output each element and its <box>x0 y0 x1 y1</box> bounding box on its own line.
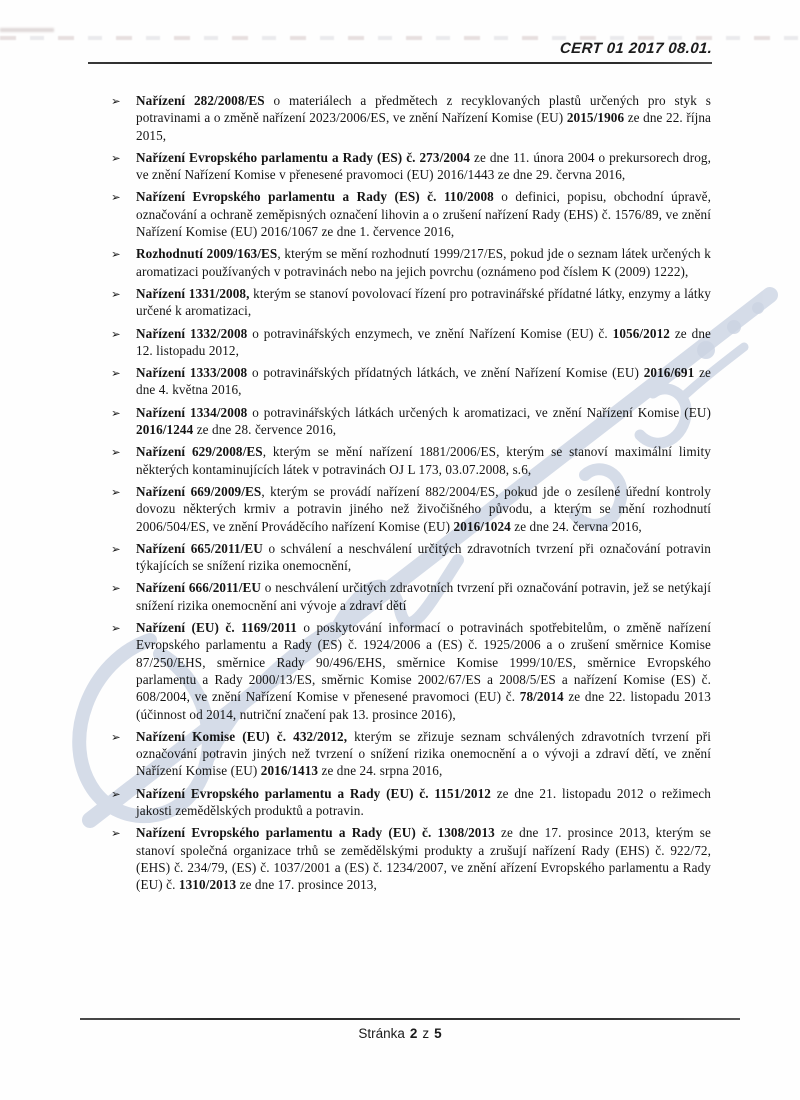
arrow-bullet-icon: ➢ <box>111 190 121 205</box>
list-item-text: Nařízení Evropského parlamentu a Rady (ES) č. 273/2004 ze dne 11. února 2004 o prekursorech drog, ve znění Nařízení Komise v přenesené pravomoci (EU) 2016/1443 ze dne 29. června 2016, <box>136 149 711 183</box>
arrow-bullet-icon: ➢ <box>111 581 121 596</box>
list-item <box>111 619 711 723</box>
list-item-text: Nařízení 629/2008/ES, kterým se mění nařízení 1881/2006/ES, kterým se stanoví maximální limity některých kontaminujících látek v potravinách OJ L 173, 03.07.2008, s.6, <box>136 444 711 477</box>
arrow-bullet-icon: ➢ <box>111 94 121 108</box>
arrow-bullet-icon: ➢ <box>111 366 121 381</box>
list-item <box>111 149 711 184</box>
arrow-bullet-icon: ➢ <box>111 286 121 301</box>
list-item-text: Nařízení 1333/2008 o potravinářských přídatných látkách, ve znění Nařízení Komise (EU) 2016/691 ze dne 4. května 2016, <box>136 365 711 398</box>
footer-total-pages: 5 <box>434 1026 442 1041</box>
list-item-text: Nařízení 1334/2008 o potravinářských látkách určených k aromatizaci, ve znění Nařízení Komise (EU) 2016/1244 ze dne 28. července 2016, <box>136 404 711 438</box>
list-item <box>111 483 711 535</box>
list-item <box>111 443 711 478</box>
footer-rule <box>80 1018 740 1020</box>
list-item-text: Nařízení Evropského parlamentu a Rady (EU) č. 1308/2013 ze dne 17. prosince 2013, kterým se stanoví společná organizace trhů se zemědělskými produkty a zrušují nařízení Rady (EHS) č. 922/72, (EHS) č. 234/79, (ES) č. 1037/2001 a (ES) č. 1234/2007, ve znění ařízení Evropského parlamentu a Rady (EU) č. 1310/2013 ze dne 17. prosince 2013, <box>136 825 711 893</box>
header-rule <box>88 62 712 64</box>
list-item <box>111 188 711 240</box>
list-item-text: Nařízení 666/2011/EU o neschválení určitých zdravotních tvrzení při označování potravin, jež se netýkají snížení rizika onemocnění ani vývoje a zdraví dětí <box>136 580 711 613</box>
list-item <box>111 579 711 614</box>
footer-page-number: 2 <box>409 1026 418 1041</box>
list-item <box>111 364 711 399</box>
list-item-text: Rozhodnutí 2009/163/ES, kterým se mění rozhodnutí 1999/217/ES, pokud jde o seznam látek určených k aromatizaci používaných v potravinách nebo na jejich povrchu (oznámeno pod číslem K (2009) 1222), <box>136 246 711 279</box>
list-item-text: Nařízení 665/2011/EU o schválení a neschválení určitých zdravotních tvrzení při označování potravin týkajících se snížení rizika onemocnění, <box>136 540 711 574</box>
footer-separator: z <box>422 1026 430 1041</box>
list-item <box>111 285 711 320</box>
list-item <box>111 404 711 439</box>
arrow-bullet-icon: ➢ <box>111 729 121 744</box>
list-item-text: Nařízení Evropského parlamentu a Rady (ES) č. 110/2008 o definici, popisu, obchodní úpravě, označování a ochraně zeměpisných označení lihovin a o zrušení nařízení Rady (EHS) č. 1576/89, ve znění Nařízení Komise (EU) 2016/1067 ze dne 1. července 2016, <box>136 189 711 240</box>
list-item-text: Nařízení Komise (EU) č. 432/2012, kterým se zřizuje seznam schválených zdravotních tvrzení při označování potravin jiných než tvrzení o snížení rizika onemocnění a o vývoji a zdraví dětí, ve znění Nařízení Komise (EU) 2016/1413 ze dne 24. srpna 2016, <box>136 728 712 779</box>
arrow-bullet-icon: ➢ <box>111 621 121 636</box>
list-item-text: Nařízení Evropského parlamentu a Rady (EU) č. 1151/2012 ze dne 21. listopadu 2012 o režimech jakosti zemědělských produktů a potravin. <box>136 785 711 818</box>
arrow-bullet-icon: ➢ <box>111 541 121 556</box>
list-item-text: Nařízení 1332/2008 o potravinářských enzymech, ve znění Nařízení Komise (EU) č. 1056/2012 ze dne 12. listopadu 2012, <box>136 325 711 358</box>
document-code: CERT 01 2017 08.01. <box>558 40 713 57</box>
arrow-bullet-icon: ➢ <box>111 445 121 460</box>
arrow-bullet-icon: ➢ <box>111 326 121 341</box>
regulation-list <box>111 92 711 898</box>
arrow-bullet-icon: ➢ <box>111 150 121 165</box>
arrow-bullet-icon: ➢ <box>111 786 121 801</box>
list-item <box>111 92 711 144</box>
list-item <box>111 245 711 280</box>
arrow-bullet-icon: ➢ <box>111 826 121 841</box>
page-footer <box>0 1026 800 1041</box>
arrow-bullet-icon: ➢ <box>111 405 121 420</box>
list-item-text: Nařízení 282/2008/ES o materiálech a předmětech z recyklovaných plastů určených pro styk s potravinami a o změně nařízení 2023/2006/ES, ve znění Nařízení Komise (EU) 2015/1906 ze dne 22. října 2015, <box>136 93 711 143</box>
arrow-bullet-icon: ➢ <box>111 484 121 499</box>
footer-label: Stránka <box>358 1026 405 1041</box>
arrow-bullet-icon: ➢ <box>111 247 121 262</box>
list-item <box>111 728 711 780</box>
list-item-text: Nařízení 1331/2008, kterým se stanoví povolovací řízení pro potravinářské přídatné látky, enzymy a látky určené k aromatizaci, <box>136 285 712 319</box>
list-item <box>111 785 711 820</box>
list-item-text: Nařízení 669/2009/ES, kterým se provádí nařízení 882/2004/ES, pokud jde o zesílené úřední kontroly dovozu některých krmiv a potravin jiného než živočišného původu, a kterým se mění rozhodnutí 2006/504/ES, ve znění Prováděcího nařízení Komise (EU) 2016/1024 ze dne 24. června 2016, <box>136 483 711 534</box>
list-item <box>111 325 711 360</box>
list-item <box>111 540 711 575</box>
list-item-text: Nařízení (EU) č. 1169/2011 o poskytování informací o potravinách spotřebitelům, o změně nařízení Evropského parlamentu a Rady (ES) č. 1924/2006 a (ES) č. 1925/2006 a o zrušení směrnice Komise 87/250/EHS, směrnice Rady 90/496/EHS, směrnice Komise 1999/10/ES, směrnice Evropského parlamentu a Rady 2000/13/ES, směrnic Komise 2002/67/ES a 2008/5/ES a nařízení Komise (ES) č. 608/2004, ve znění Nařízení Komise v přenesené pravomoci (EU) č. 78/2014 ze dne 22. listopadu 2013 (účinnost od 2014, nutriční značení pak 13. prosince 2016), <box>136 620 711 722</box>
list-item <box>111 824 711 893</box>
